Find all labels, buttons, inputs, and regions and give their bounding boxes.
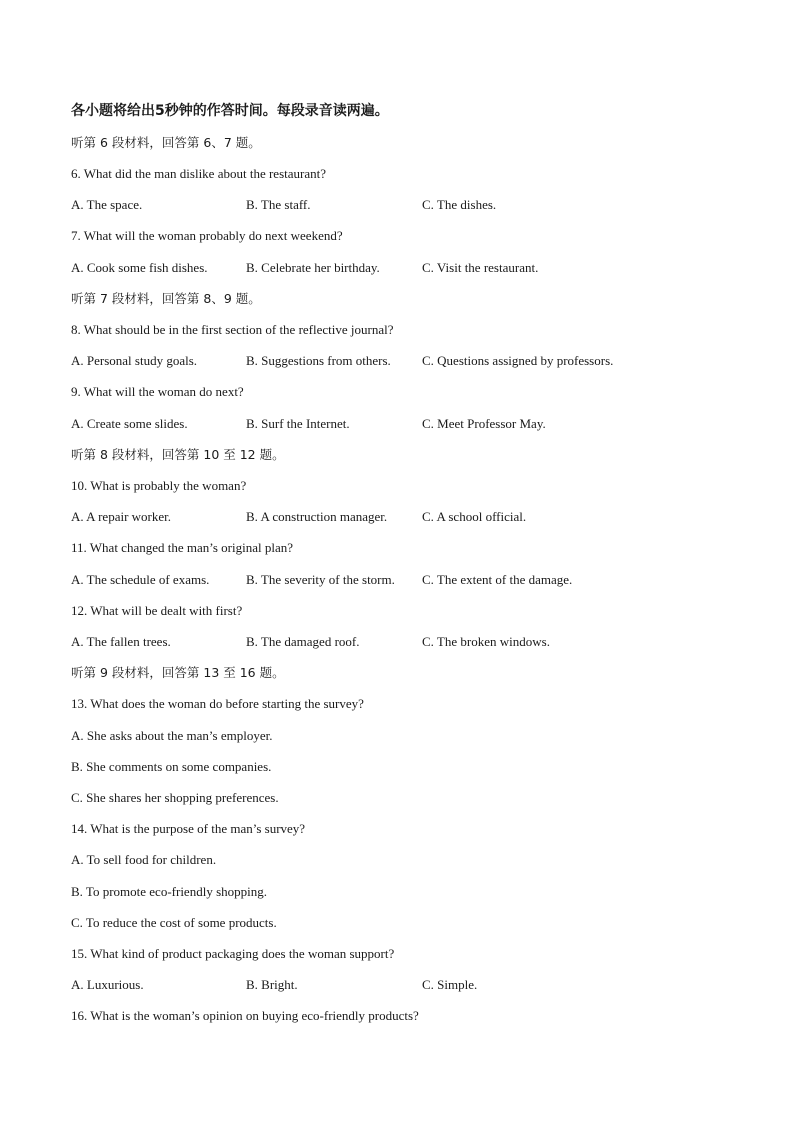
question-14-stem: 14. What is the purpose of the man’s survey? <box>71 821 306 836</box>
question-6-option-a: A. The space. <box>71 197 143 212</box>
question-14-option-a: A. To sell food for children. <box>71 852 217 867</box>
question-13-option-a: A. She asks about the man’s employer. <box>71 728 273 743</box>
question-8-stem: 8. What should be in the first section of the reflective journal? <box>71 322 394 337</box>
instruction-text: 各小题将给出5秒钟的作答时间。每段录音读两遍。 <box>71 103 389 119</box>
question-13-stem: 13. What does the woman do before starting the survey? <box>71 696 364 711</box>
question-10-option-a: A. A repair worker. <box>71 509 172 524</box>
question-16-stem: 16. What is the woman’s opinion on buying eco-friendly products? <box>71 1008 419 1023</box>
question-9-option-a: A. Create some slides. <box>71 416 188 431</box>
question-7-option-a: A. Cook some fish dishes. <box>71 260 208 275</box>
section-6-header: 听第 6 段材料，回答第 6、7 题。 <box>71 135 261 150</box>
question-8-option-c: C. Questions assigned by professors. <box>422 353 614 368</box>
question-15-option-b: B. Bright. <box>246 977 298 992</box>
question-13-option-c: C. She shares her shopping preferences. <box>71 790 279 805</box>
question-15-option-c: C. Simple. <box>422 977 478 992</box>
question-6-stem: 6. What did the man dislike about the restaurant? <box>71 166 326 181</box>
section-9-header: 听第 9 段材料，回答第 13 至 16 题。 <box>71 665 285 680</box>
question-10-stem: 10. What is probably the woman? <box>71 478 247 493</box>
question-10-option-b: B. A construction manager. <box>246 509 388 524</box>
question-11-option-c: C. The extent of the damage. <box>422 572 573 587</box>
question-14-option-c: C. To reduce the cost of some products. <box>71 915 277 930</box>
question-14-option-b: B. To promote eco-friendly shopping. <box>71 884 267 899</box>
question-8-option-b: B. Suggestions from others. <box>246 353 391 368</box>
question-11-option-a: A. The schedule of exams. <box>71 572 210 587</box>
question-12-option-a: A. The fallen trees. <box>71 634 171 649</box>
question-7-option-b: B. Celebrate her birthday. <box>246 260 380 275</box>
question-13-option-b: B. She comments on some companies. <box>71 759 272 774</box>
question-7-stem: 7. What will the woman probably do next weekend? <box>71 228 343 243</box>
question-12-stem: 12. What will be dealt with first? <box>71 603 243 618</box>
question-6-option-c: C. The dishes. <box>422 197 497 212</box>
question-12-option-c: C. The broken windows. <box>422 634 550 649</box>
question-15-option-a: A. Luxurious. <box>71 977 144 992</box>
question-9-option-c: C. Meet Professor May. <box>422 416 546 431</box>
section-8-header: 听第 8 段材料，回答第 10 至 12 题。 <box>71 447 285 462</box>
question-6-option-b: B. The staff. <box>246 197 311 212</box>
question-10-option-c: C. A school official. <box>422 509 527 524</box>
question-9-option-b: B. Surf the Internet. <box>246 416 350 431</box>
question-11-stem: 11. What changed the man’s original plan? <box>71 540 294 555</box>
question-11-option-b: B. The severity of the storm. <box>246 572 395 587</box>
question-12-option-b: B. The damaged roof. <box>246 634 360 649</box>
section-7-header: 听第 7 段材料，回答第 8、9 题。 <box>71 291 261 306</box>
question-7-option-c: C. Visit the restaurant. <box>422 260 539 275</box>
question-8-option-a: A. Personal study goals. <box>71 353 198 368</box>
question-15-stem: 15. What kind of product packaging does the woman support? <box>71 946 395 961</box>
question-9-stem: 9. What will the woman do next? <box>71 384 244 399</box>
